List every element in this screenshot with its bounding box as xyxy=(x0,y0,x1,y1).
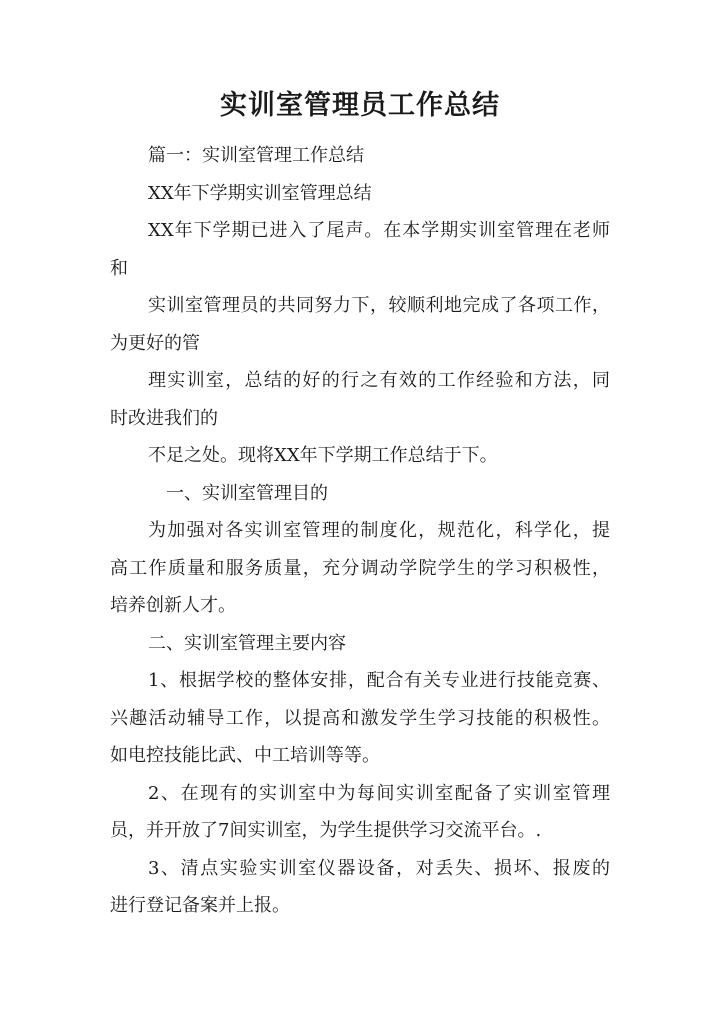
paragraph-line: 如电控技能比武、中工培训等等。 xyxy=(110,745,380,766)
document-title: 实训室管理员工作总结 xyxy=(220,90,500,121)
paragraph-line: 高工作质量和服务质量，充分调动学院学生的学习积极性， xyxy=(110,558,610,579)
paragraph-line: 和 xyxy=(110,258,128,279)
paragraph-line: 进行登记备案并上报。 xyxy=(110,895,290,916)
paragraph-line: 理实训室，总结的好的行之有效的工作经验和方法，同 xyxy=(148,370,610,391)
paragraph-line: 员，并开放了7间实训室，为学生提供学习交流平台。. xyxy=(110,820,542,841)
paragraph-line: 2、在现有的实训室中为每间实训室配备了实训室管理 xyxy=(148,783,610,804)
paragraph-line: 为更好的管 xyxy=(110,333,200,354)
paragraph-line: XX年下学期已进入了尾声。在本学期实训室管理在老师 xyxy=(148,220,610,241)
paragraph-line: XX年下学期实训室管理总结 xyxy=(148,183,372,204)
paragraph-line: 3、清点实验实训室仪器设备，对丢失、损坏、报废的 xyxy=(148,858,610,879)
paragraph-line: 实训室管理员的共同努力下，较顺利地完成了各项工作， xyxy=(148,295,610,316)
paragraph-line: 为加强对各实训室管理的制度化，规范化，科学化，提 xyxy=(148,520,610,541)
paragraph-line: 兴趣活动辅导工作，以提高和激发学生学习技能的积极性。 xyxy=(110,708,610,729)
paragraph-line: 1、根据学校的整体安排，配合有关专业进行技能竞赛、 xyxy=(148,670,610,691)
section-heading: 二、实训室管理主要内容 xyxy=(148,633,346,654)
paragraph-line: 篇一：实训室管理工作总结 xyxy=(148,145,364,166)
paragraph-line: 培养创新人才。 xyxy=(110,595,236,616)
paragraph-line: 时改进我们的 xyxy=(110,408,218,429)
section-heading: 一、实训室管理目的 xyxy=(166,483,328,504)
paragraph-line: 不足之处。现将XX年下学期工作总结于下。 xyxy=(148,445,498,466)
